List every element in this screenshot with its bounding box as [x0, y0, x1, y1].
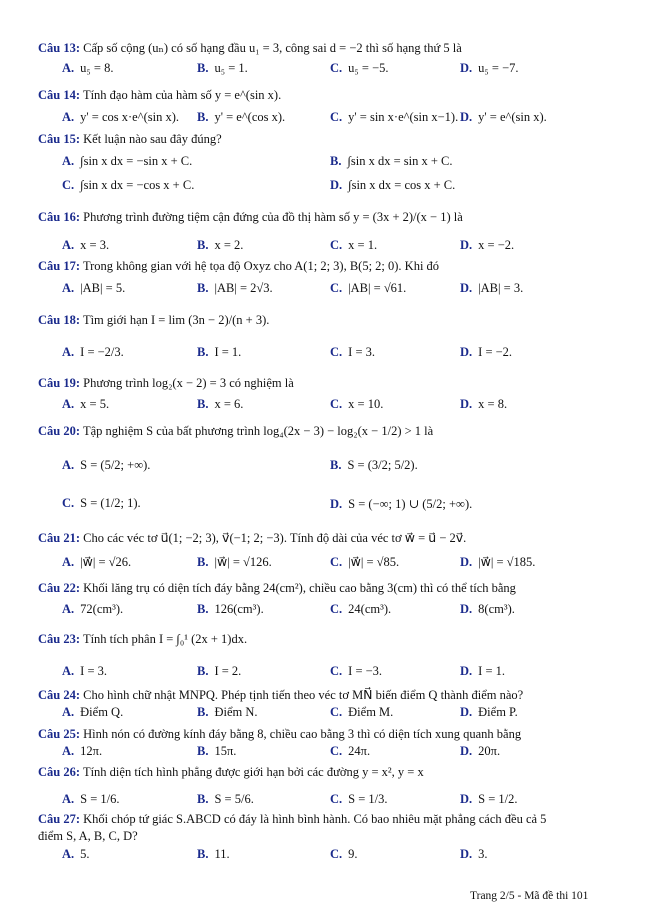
question-22	[38, 581, 618, 596]
question-number: Câu 21:	[38, 531, 81, 545]
option-c: S = 1/3.	[348, 792, 388, 806]
option-a: x = 5.	[80, 397, 110, 411]
question-27	[38, 812, 618, 827]
option-b: I = 1.	[214, 345, 242, 359]
option-label: A.	[62, 705, 75, 719]
option-label: D.	[460, 792, 473, 806]
option-a: x = 3.	[80, 238, 110, 252]
question-21	[38, 530, 618, 546]
option-a: I = −2/3.	[80, 345, 124, 359]
question-25	[38, 727, 618, 742]
option-d: Điểm P.	[478, 705, 518, 719]
option-a: I = 3.	[80, 664, 107, 678]
option-label: B.	[197, 792, 209, 806]
question-text: Cho các véc tơ u⃗(1; −2; 3), v⃗(−1; 2; −3). Tính độ dài của véc tơ w⃗ = u⃗ − 2v⃗.	[83, 531, 467, 545]
option-label: D.	[460, 238, 473, 252]
option-c: x = 1.	[348, 238, 378, 252]
option-c: |w⃗| = √85.	[348, 555, 400, 569]
option-c: S = (1/2; 1).	[80, 496, 141, 510]
option-a: u₅ = 8.	[80, 61, 114, 75]
question-27-continuation: điểm S, A, B, C, D?	[38, 829, 138, 843]
option-d: y' = e^(sin x).	[478, 110, 547, 124]
option-a: S = 1/6.	[80, 792, 120, 806]
option-label: C.	[330, 281, 343, 295]
option-b: S = 5/6.	[214, 792, 254, 806]
option-label: C.	[330, 397, 343, 411]
option-c: y' = sin x·e^(sin x−1).	[348, 110, 459, 124]
option-a: 12π.	[80, 744, 103, 758]
question-17	[38, 259, 618, 274]
option-a: ∫sin x dx = −sin x + C.	[80, 154, 193, 168]
option-label: D.	[460, 664, 473, 678]
question-13	[38, 40, 618, 56]
option-label: B.	[197, 744, 209, 758]
option-label: C.	[330, 744, 343, 758]
question-text: Tính diện tích hình phẳng được giới hạn bởi các đường y = x², y = x	[82, 765, 424, 779]
option-label: B.	[197, 705, 209, 719]
option-label: A.	[62, 281, 75, 295]
option-b: Điểm N.	[214, 705, 258, 719]
option-c: u₅ = −5.	[348, 61, 389, 75]
option-b: I = 2.	[214, 664, 242, 678]
option-label: D.	[460, 345, 473, 359]
option-d: S = 1/2.	[478, 792, 518, 806]
option-a: 5.	[80, 847, 90, 861]
question-text: Hình nón có đường kính đáy bằng 8, chiều cao bằng 3 thì có diện tích xung quanh bằng	[83, 727, 522, 741]
question-text: Phương trình đường tiệm cận đứng của đồ thị hàm số y = (3x + 2)/(x − 1) là	[83, 210, 463, 224]
option-d: |AB| = 3.	[478, 281, 524, 295]
question-number: Câu 25:	[38, 727, 81, 741]
question-15	[38, 132, 618, 147]
question-20	[38, 424, 618, 439]
option-label: C.	[330, 61, 343, 75]
question-number: Câu 23:	[38, 632, 81, 646]
question-text: Tính tích phân I = ∫₀¹ (2x + 1)dx.	[82, 632, 248, 646]
option-label: B.	[197, 847, 209, 861]
option-label: A.	[62, 555, 75, 569]
option-c: I = −3.	[348, 664, 383, 678]
option-label: A.	[62, 744, 75, 758]
option-label: A.	[62, 847, 75, 861]
option-c: 24π.	[348, 744, 371, 758]
option-label: D.	[460, 847, 473, 861]
option-label: A.	[62, 664, 75, 678]
option-b: S = (3/2; 5/2).	[347, 458, 418, 472]
option-label: D.	[460, 705, 473, 719]
option-d: 3.	[478, 847, 488, 861]
question-number: Câu 22:	[38, 581, 81, 595]
question-number: Câu 13:	[38, 41, 81, 55]
question-23	[38, 632, 618, 647]
option-b: 11.	[214, 847, 230, 861]
option-b: y' = e^(cos x).	[214, 110, 286, 124]
option-label: B.	[330, 154, 342, 168]
option-label: D.	[460, 555, 473, 569]
option-label: D.	[460, 281, 473, 295]
option-b: u₅ = 1.	[214, 61, 248, 75]
question-number: Câu 15:	[38, 132, 81, 146]
question-number: Câu 17:	[38, 259, 81, 273]
option-label: D.	[460, 397, 473, 411]
option-label: B.	[197, 110, 209, 124]
question-18	[38, 313, 618, 328]
option-d: 20π.	[478, 744, 501, 758]
option-a: Điểm Q.	[80, 705, 124, 719]
option-a: |w⃗| = √26.	[80, 555, 132, 569]
option-label: A.	[62, 154, 75, 168]
question-26	[38, 765, 618, 780]
question-19	[38, 376, 618, 391]
option-c: x = 10.	[348, 397, 384, 411]
option-a: 72(cm³).	[80, 602, 124, 616]
option-label: C.	[62, 496, 75, 510]
option-c: |AB| = √61.	[348, 281, 407, 295]
option-label: C.	[330, 847, 343, 861]
option-label: D.	[460, 602, 473, 616]
option-label: C.	[330, 664, 343, 678]
option-b: |AB| = 2√3.	[214, 281, 273, 295]
option-label: A.	[62, 238, 75, 252]
page-footer: Trang 2/5 - Mã đề thi 101	[470, 890, 589, 902]
question-text: Cấp số cộng (uₙ) có số hạng đầu u₁ = 3, công sai d = −2 thì số hạng thứ 5 là	[83, 41, 462, 55]
option-label: C.	[62, 178, 75, 192]
question-text: Cho hình chữ nhật MNPQ. Phép tịnh tiến theo véc tơ MN⃗ biến điểm Q thành điểm nào?	[83, 688, 524, 702]
question-text: Trong không gian với hệ tọa độ Oxyz cho A(1; 2; 3), B(5; 2; 0). Khi đó	[82, 259, 440, 273]
option-d: x = −2.	[478, 238, 515, 252]
option-label: A.	[62, 458, 75, 472]
option-label: D.	[460, 110, 473, 124]
question-text: Khối lăng trụ có diện tích đáy bằng 24(cm²), chiều cao bằng 3(cm) thì có thể tích bằng	[83, 581, 516, 595]
option-a: |AB| = 5.	[80, 281, 126, 295]
option-d: x = 8.	[478, 397, 508, 411]
question-text: Tập nghiệm S của bất phương trình log₄(2x − 3) − log₂(x − 1/2) > 1 là	[82, 424, 434, 438]
question-24	[38, 687, 618, 703]
option-b: 126(cm³).	[214, 602, 264, 616]
option-a: y' = cos x·e^(sin x).	[80, 110, 179, 124]
question-14	[38, 88, 618, 103]
option-label: C.	[330, 345, 343, 359]
option-c: 24(cm³).	[348, 602, 392, 616]
option-label: D.	[460, 61, 473, 75]
question-text: Khối chóp tứ giác S.ABCD có đáy là hình bình hành. Có bao nhiêu mặt phẳng cách đều cả 5	[83, 812, 547, 826]
question-number: Câu 19:	[38, 376, 81, 390]
question-number: Câu 16:	[38, 210, 81, 224]
option-b: |w⃗| = √126.	[214, 555, 272, 569]
question-text: Tìm giới hạn I = lim (3n − 2)/(n + 3).	[82, 313, 270, 327]
option-label: A.	[62, 602, 75, 616]
option-d: 8(cm³).	[478, 602, 515, 616]
option-b: 15π.	[214, 744, 237, 758]
option-label: C.	[330, 238, 343, 252]
option-label: C.	[330, 555, 343, 569]
question-number: Câu 14:	[38, 88, 81, 102]
option-c: ∫sin x dx = −cos x + C.	[80, 178, 195, 192]
option-label: D.	[330, 497, 343, 511]
option-label: C.	[330, 792, 343, 806]
option-label: D.	[330, 178, 343, 192]
option-d: |w⃗| = √185.	[478, 555, 536, 569]
question-number: Câu 26:	[38, 765, 81, 779]
question-number: Câu 18:	[38, 313, 81, 327]
option-c: Điểm M.	[348, 705, 394, 719]
question-number: Câu 27:	[38, 812, 81, 826]
option-d: S = (−∞; 1) ∪ (5/2; +∞).	[348, 497, 473, 511]
question-number: Câu 20:	[38, 424, 81, 438]
option-label: D.	[460, 744, 473, 758]
option-b: x = 2.	[214, 238, 244, 252]
option-label: B.	[197, 664, 209, 678]
option-c: 9.	[348, 847, 358, 861]
question-text: Kết luận nào sau đây đúng?	[83, 132, 222, 146]
option-d: I = 1.	[478, 664, 505, 678]
option-b: ∫sin x dx = sin x + C.	[347, 154, 453, 168]
option-label: B.	[197, 397, 209, 411]
option-label: B.	[197, 602, 209, 616]
option-d: I = −2.	[478, 345, 513, 359]
option-label: A.	[62, 792, 75, 806]
question-16	[38, 210, 618, 225]
question-number: Câu 24:	[38, 688, 81, 702]
option-d: ∫sin x dx = cos x + C.	[348, 178, 456, 192]
option-label: B.	[330, 458, 342, 472]
option-label: B.	[197, 281, 209, 295]
option-label: C.	[330, 602, 343, 616]
option-label: A.	[62, 110, 75, 124]
option-b: x = 6.	[214, 397, 244, 411]
option-label: A.	[62, 397, 75, 411]
option-d: u₅ = −7.	[478, 61, 519, 75]
option-label: A.	[62, 61, 75, 75]
option-a: S = (5/2; +∞).	[80, 458, 151, 472]
option-label: B.	[197, 345, 209, 359]
option-label: C.	[330, 705, 343, 719]
option-label: B.	[197, 238, 209, 252]
option-c: I = 3.	[348, 345, 375, 359]
question-text: Phương trình log₂(x − 2) = 3 có nghiệm là	[83, 376, 294, 390]
option-label: B.	[197, 61, 209, 75]
question-text: Tính đạo hàm của hàm số y = e^(sin x).	[82, 88, 282, 102]
option-label: A.	[62, 345, 75, 359]
option-label: B.	[197, 555, 209, 569]
option-label: C.	[330, 110, 343, 124]
